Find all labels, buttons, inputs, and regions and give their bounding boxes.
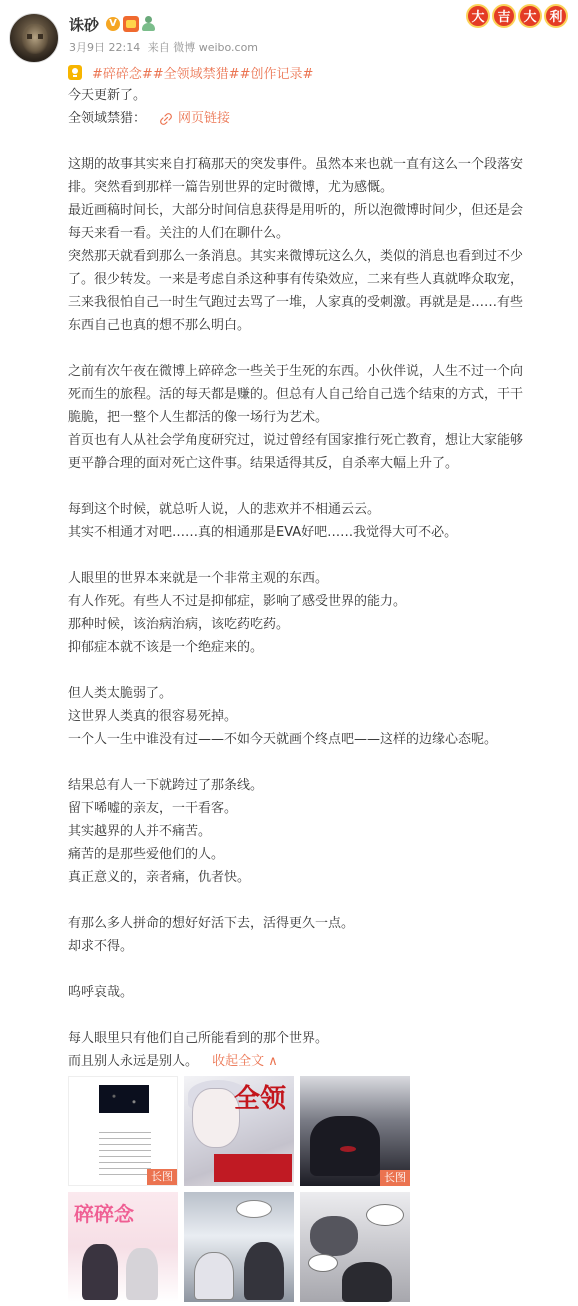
content-line: 有人作死。有些人不过是抑郁症，影响了感受世界的能力。: [68, 594, 407, 609]
topic-tags[interactable]: #碎碎念##全领域禁猎##创作记录#: [92, 66, 314, 82]
content-line: 了。很少转发。一来是考虑自杀这种事有传染效应，二来有些人真就哗众取宠，: [68, 272, 524, 287]
content-line: 留下唏嘘的亲友，一干看客。: [68, 801, 238, 816]
content-line: [68, 475, 563, 498]
image-speech-bubble: [366, 1204, 404, 1226]
content-line: 其实越界的人并不痛苦。: [68, 824, 212, 839]
content-line: 死而生的旅程。活的每天都是赚的。但总有人自己给自己选个结束的方式，干干: [68, 387, 524, 402]
content-line: 突然那天就看到那么一条消息。其实来微博玩这么久，类似的消息也看到过不少: [68, 249, 524, 264]
image-logo-text: 碎碎念: [74, 1202, 134, 1226]
post-image-4[interactable]: [68, 1192, 178, 1302]
content-line: 结果总有人一下就跨过了那条线。: [68, 778, 264, 793]
content-line: 其实不相通才对吧……真的相通那是EVA好吧……我觉得大可不必。: [68, 525, 458, 540]
post-source: 来自 微博 weibo.com: [147, 41, 259, 54]
post-image-3[interactable]: [300, 1076, 410, 1186]
post-image-2[interactable]: [184, 1076, 294, 1186]
content-line: [68, 1004, 563, 1027]
image-character-face: [192, 1088, 240, 1148]
image-character-1: [194, 1252, 234, 1300]
user-level-icon[interactable]: [142, 16, 155, 31]
content-line: 最近画稿时间长，大部分时间信息获得是用听的，所以泡微博时间少，但还是会: [68, 203, 524, 218]
content-line: 但人类太脆弱了。: [68, 686, 173, 701]
image-character-2: [342, 1262, 392, 1302]
image-character-1: [82, 1244, 118, 1300]
image-cover-band: [214, 1154, 292, 1182]
post-content: [68, 84, 563, 1073]
verified-badge-icon: V: [106, 17, 120, 31]
daji-char-3: 大: [518, 4, 542, 28]
content-line: [68, 751, 563, 774]
content-line: 三来我很怕自己一时生气跑过去骂了一堆，人家真的受刺激。再就是是……有些: [68, 295, 524, 310]
web-link[interactable]: 网页链接: [178, 111, 231, 126]
content-line: 每天来看一看。关注的人们在聊什么。: [68, 226, 290, 241]
image-speech-bubble: [236, 1200, 272, 1218]
content-line: 排。突然看到那样一篇告别世界的定时微博，尤为感慨。: [68, 180, 394, 195]
content-line: 那种时候，该治病治病，该吃药吃药。: [68, 617, 290, 632]
content-line-link: [68, 107, 563, 130]
content-line: 痛苦的是那些爱他们的人。: [68, 847, 225, 862]
image-starfield: [99, 1085, 149, 1113]
daji-char-1: 大: [466, 4, 490, 28]
content-line: 今天更新了。: [68, 88, 147, 103]
content-line: 却求不得。: [68, 939, 134, 954]
content-line: 每人眼里只有他们自己所能看到的那个世界。: [68, 1031, 329, 1046]
daji-badge: [466, 4, 568, 28]
content-line-text: 全领域禁猎：: [68, 111, 147, 126]
post-time[interactable]: 3月9日 22:14: [69, 41, 141, 54]
content-line: 每到这个时候，就总听人说，人的悲欢并不相通云云。: [68, 502, 381, 517]
content-line: 脆脆，把一整个人生都活的像一场行为艺术。: [68, 410, 329, 425]
content-line: [68, 659, 563, 682]
content-line: 这期的故事其实来自打稿那天的突发事件。虽然本来也就一直有这么一个段落安: [68, 157, 524, 172]
topic-line: [68, 63, 313, 81]
avatar[interactable]: [9, 13, 59, 63]
content-line: [68, 958, 563, 981]
image-character-2: [126, 1248, 158, 1300]
content-line: 首页也有人从社会学角度研究过，说过曾经有国家推行死亡教育，想让大家能够: [68, 433, 524, 448]
username[interactable]: 诛砂: [69, 16, 100, 34]
vip-badge-icon[interactable]: [123, 16, 139, 32]
long-image-tag: 长图: [147, 1169, 177, 1185]
content-line: 这世界人类真的很容易死掉。: [68, 709, 238, 724]
content-line: 呜呼哀哉。: [68, 985, 134, 1000]
post-meta: [69, 39, 262, 55]
image-speech-bubble: [308, 1254, 338, 1272]
image-character-2: [244, 1242, 284, 1300]
image-character-1: [310, 1216, 358, 1256]
daji-char-2: 吉: [492, 4, 516, 28]
content-line-text: 而且别人永远是别人。: [68, 1054, 199, 1069]
daji-char-4: 利: [544, 4, 568, 28]
content-line-last: [68, 1050, 563, 1073]
long-image-tag: 长图: [380, 1170, 410, 1186]
post-image-5[interactable]: [184, 1192, 294, 1302]
post-image-6[interactable]: [300, 1192, 410, 1302]
content-line: 之前有次午夜在微博上碎碎念一些关于生死的东西。小伙伴说，人生不过一个向: [68, 364, 524, 379]
content-line: 抑郁症本就不该是一个绝症来的。: [68, 640, 264, 655]
content-line: 更平静合理的面对死亡这件事。结果适得其反，自杀率大幅上升了。: [68, 456, 459, 471]
image-cover-title: 全领: [234, 1084, 287, 1114]
post-image-1[interactable]: [68, 1076, 178, 1186]
content-line: [68, 337, 563, 360]
link-icon: [160, 113, 172, 125]
image-text-block: [99, 1132, 151, 1177]
content-line: 一个人一生中谁没有过——不如今天就画个终点吧——这样的边缘心态呢。: [68, 732, 498, 747]
content-line: 有那么多人拼命的想好好活下去，活得更久一点。: [68, 916, 355, 931]
image-grid: [68, 1076, 410, 1302]
content-line: [68, 889, 563, 912]
content-line: 真正意义的，亲者痛，仇者快。: [68, 870, 251, 885]
lightbulb-icon: [68, 65, 82, 80]
collapse-fulltext-button[interactable]: 收起全文 ∧: [212, 1054, 278, 1069]
content-line: [68, 544, 563, 567]
content-line: 人眼里的世界本来就是一个非常主观的东西。: [68, 571, 329, 586]
content-line: [68, 130, 563, 153]
image-character-eye: [340, 1146, 356, 1152]
content-line: 东西自己也真的想不那么明白。: [68, 318, 251, 333]
